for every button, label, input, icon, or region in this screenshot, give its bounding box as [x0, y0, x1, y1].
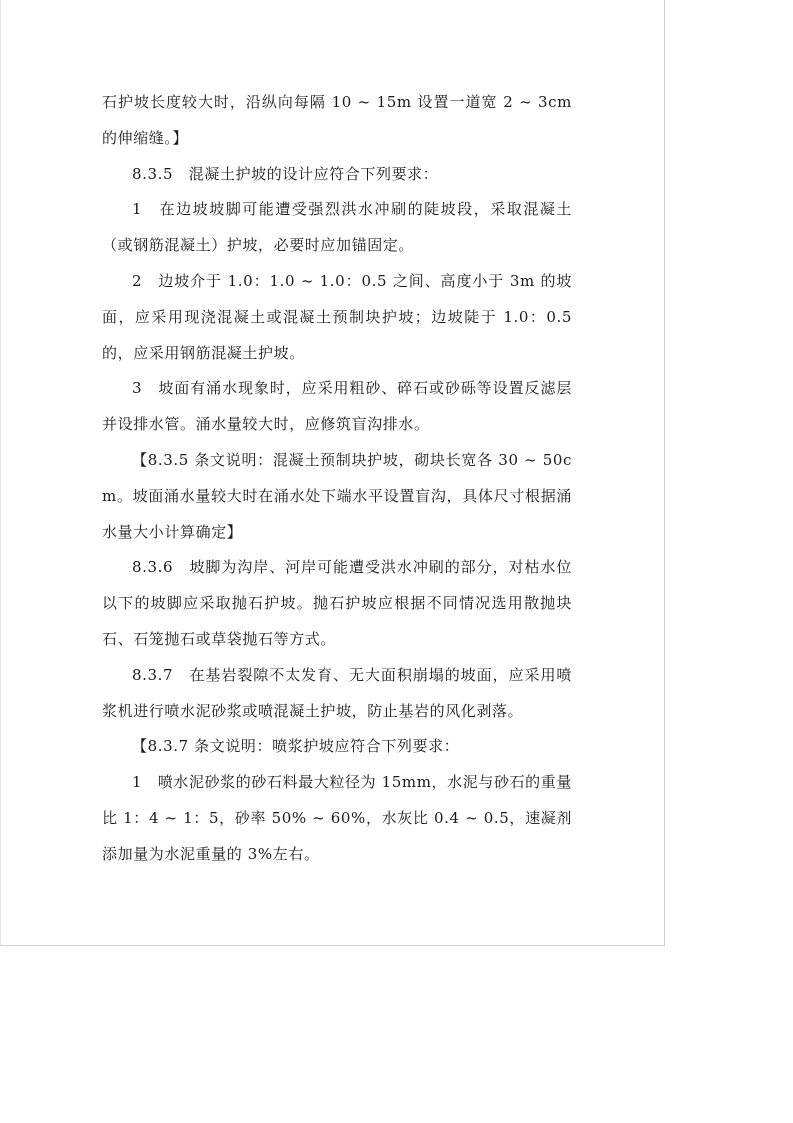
clause-8-3-7-explanation-item-1: 1 喷水泥砂浆的砂石料最大粒径为 15mm，水泥与砂石的重量比 1：4 ~ 1：5，砂率 50% ~ 60%，水灰比 0.4 ~ 0.5，速凝剂添加量为水泥重量的 3%左右。 [102, 773, 572, 863]
paragraph-continuation: 石护坡长度较大时，沿纵向每隔 10 ~ 15m 设置一道宽 2 ~ 3cm 的伸缩缝。】 [102, 93, 572, 147]
clause-8-3-5-item-2: 2 边坡介于 1.0：1.0 ~ 1.0：0.5 之间、高度小于 3m 的坡面，应采用现浇混凝土或混凝土预制块护坡；边坡陡于 1.0：0.5 的，应采用钢筋混凝土护坡。 [102, 271, 572, 362]
page-content [102, 85, 572, 873]
clause-8-3-5-heading: 8.3.5 混凝土护坡的设计应符合下列要求： [132, 164, 439, 183]
clause-8-3-6: 8.3.6 坡脚为沟岸、河岸可能遭受洪水冲刷的部分，对枯水位以下的坡脚应采取抛石护坡。抛石护坡应根据不同情况选用散抛块石、石笼抛石或草袋抛石等方式。 [102, 558, 572, 648]
clause-8-3-5-item-3: 3 坡面有涌水现象时，应采用粗砂、碎石或砂砾等设置反滤层并设排水管。涌水量较大时，应修筑盲沟排水。 [102, 379, 572, 434]
clause-8-3-7: 8.3.7 在基岩裂隙不太发育、无大面积崩塌的坡面，应采用喷浆机进行喷水泥砂浆或喷混凝土护坡，防止基岩的风化剥落。 [102, 665, 572, 720]
clause-8-3-7-explanation: 【8.3.7 条文说明：喷浆护坡应符合下列要求： [132, 737, 460, 756]
clause-8-3-5-explanation: 【8.3.5 条文说明：混凝土预制块护坡，砌块长宽各 30 ~ 50cm。坡面涌水量较大时在涌水处下端水平设置盲沟，具体尺寸根据涌水量大小计算确定】 [102, 450, 572, 541]
clause-8-3-5-item-1: 1 在边坡坡脚可能遭受强烈洪水冲刷的陡坡段，采取混凝土（或钢筋混凝土）护坡，必要时应加锚固定。 [102, 200, 572, 255]
